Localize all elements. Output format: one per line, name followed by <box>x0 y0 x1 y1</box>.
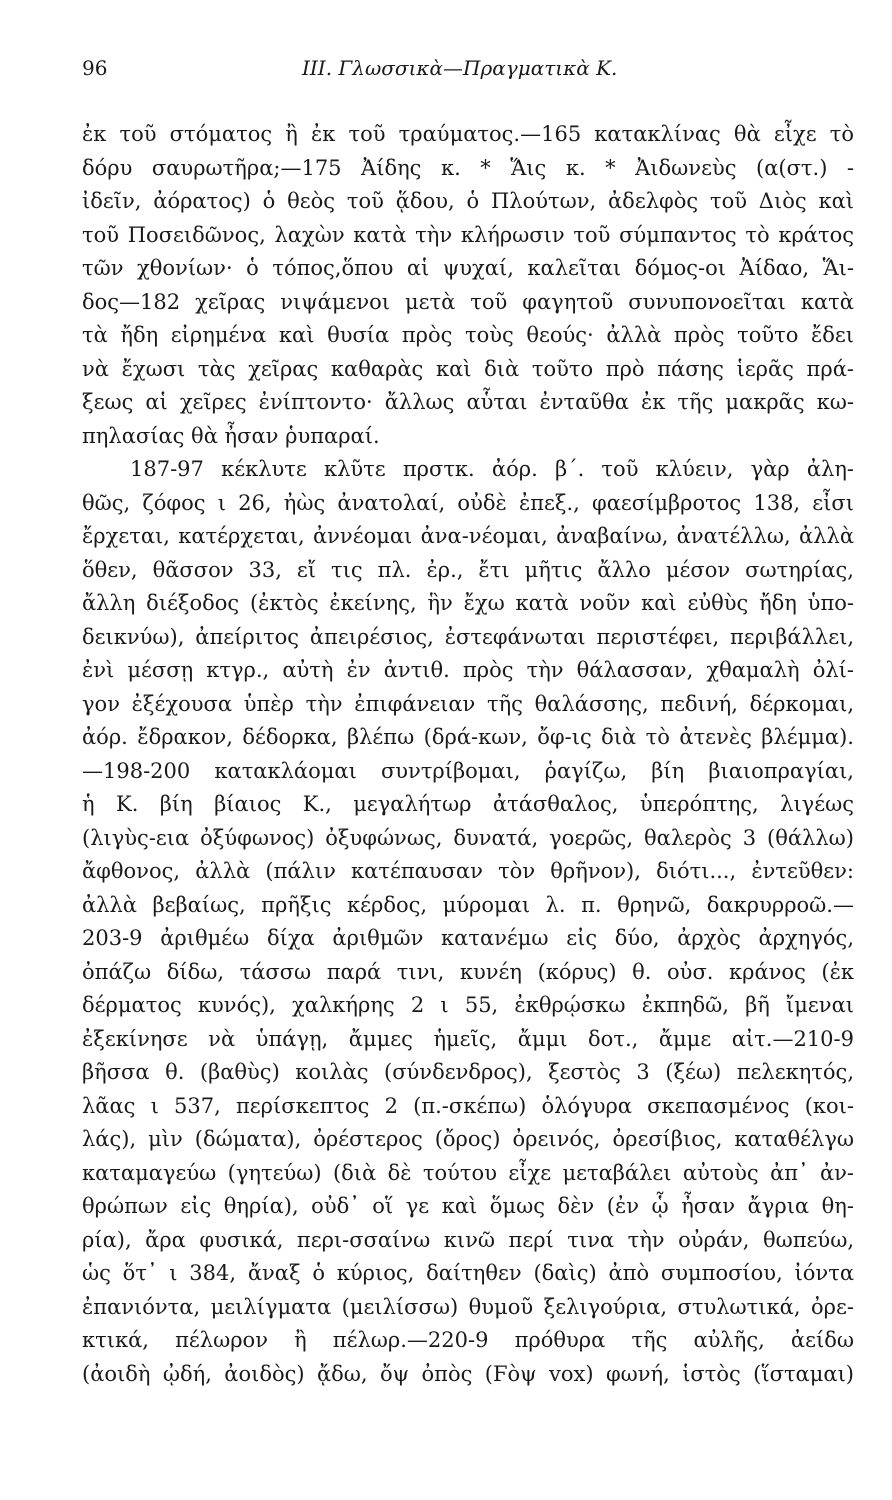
text-line: (ἀοιδὴ ᾠδή, ἀοιδὸς) ᾄδω, ὄψ ὀπὸς (Ϝὸψ vox) φωνή, ἱστὸς (ἵσταμαι) <box>82 1361 854 1386</box>
text-line: ἐνὶ μέσσῃ κτγρ., αὐτὴ ἐν ἀντιθ. πρὸς τὴν θάλασσαν, χθαμαλὴ ὀλί- <box>82 658 854 682</box>
text-line: κτικά, πέλωρον ἢ πέλωρ.—220-9 πρόθυρα τῆς αὐλῆς, ἀείδω <box>82 1328 854 1352</box>
text-line: (λιγὺς-εια ὀξύφωνος) ὀξυφώνως, δυνατά, γοερῶς, θαλερὸς 3 (θάλλω) <box>82 825 854 850</box>
page-header <box>82 56 822 90</box>
text-line: καταμαγεύω (γητεύω) (διὰ δὲ τούτου εἶχε μεταβάλει αὐτοὺς ἀπ᾽ ἀν- <box>82 1160 854 1185</box>
text-line: ἀλλὰ βεβαίως, πρῆξις κέρδος, μύρομαι λ. π. θρηνῶ, δακρυρροῶ.— <box>82 892 854 917</box>
text-line: δέρματος κυνός), χαλκήρης 2 ι 55, ἐκθρῴσκω ἐκπηδῶ, βῆ ἴμεναι <box>82 993 854 1017</box>
text-line: θῶς, ζόφος ι 26, ἠὼς ἀνατολαί, οὐδὲ ἐπεξ., φαεσίμβροτος 138, εἶσι <box>82 490 854 515</box>
text-line: τοῦ Ποσειδῶνος, λαχὼν κατὰ τὴν κλήρωσιν τοῦ σύμπαντος τὸ κράτος <box>82 222 854 247</box>
text-line: ὅθεν, θᾶσσον 33, εἴ τις πλ. ἐρ., ἔτι μῆτις ἄλλο μέσον σωτηρίας, <box>82 557 854 582</box>
text-line: 187-97 κέκλυτε κλῦτε πρστκ. ἀόρ. β΄. τοῦ κλύειν, γὰρ ἀλη- <box>130 457 854 481</box>
text-line: ἄλλη διέξοδος (ἐκτὸς ἐκείνης, ἣν ἔχω κατὰ νοῦν καὶ εὐθὺς ἤδη ὑπο- <box>82 591 854 615</box>
running-head: III. Γλωσσικὰ—Πραγματικὰ Κ. <box>302 56 618 80</box>
text-line: ἔρχεται, κατέρχεται, ἀννέομαι ἀνα-νέομαι, ἀναβαίνω, ἀνατέλλω, ἀλλὰ <box>82 524 854 548</box>
text-line: δεικνύω), ἀπείριτος ἀπειρέσιος, ἐστεφάνωται περιστέφει, περιβάλλει, <box>82 624 854 649</box>
text-line: ξεως αἱ χεῖρες ἐνίπτοντο· ἄλλως αὗται ἐνταῦθα ἐκ τῆς μακρᾶς κω- <box>82 390 854 414</box>
text-line: —198-200 κατακλάομαι συντρίβομαι, ῥαγίζω, βίη βιαιοπραγίαι, <box>82 758 854 783</box>
text-line: ἄφθονος, ἀλλὰ (πάλιν κατέπαυσαν τὸν θρῆνον), διότι..., ἐντεῦθεν: <box>82 859 854 883</box>
text-line: ρία), ἄρα φυσικά, περι-σσαίνω κινῶ περί τινα τὴν οὐράν, θωπεύω, <box>82 1227 854 1252</box>
text-line: νὰ ἔχωσι τὰς χεῖρας καθαρὰς καὶ διὰ τοῦτο πρὸ πάσης ἱερᾶς πρά- <box>82 356 854 381</box>
text-line: ἐξεκίνησε νὰ ὑπάγῃ, ἄμμες ἡμεῖς, ἄμμι δοτ., ἄμμε αἰτ.—210-9 <box>82 1026 854 1051</box>
text-line: ἐκ τοῦ στόματος ἢ ἐκ τοῦ τραύματος.—165 κατακλίνας θὰ εἶχε τὸ <box>82 122 854 146</box>
text-line: ἐπανιόντα, μειλίγματα (μειλίσσω) θυμοῦ ξελιγούρια, στυλωτικά, ὀρε- <box>82 1294 854 1319</box>
text-line: δόρυ σαυρωτῆρα;—175 Ἀίδης κ. * Ἅις κ. * Ἀιδωνεὺς (α(στ.) - <box>82 155 854 180</box>
text-line: 203-9 ἀριθμέω δίχα ἀριθμῶν κατανέμω εἰς δύο, ἀρχὸς ἀρχηγός, <box>82 926 854 950</box>
text-line: ἀόρ. ἔδρακον, δέδορκα, βλέπω (δρά-κων, ὄφ-ις διὰ τὸ ἀτενὲς βλέμμα). <box>82 725 854 749</box>
text-line: θρώπων εἰς θηρία), οὐδ᾽ οἵ γε καὶ ὅμως δὲν (ἐν ᾧ ἦσαν ἄγρια θη- <box>82 1194 854 1218</box>
page-number: 96 <box>82 56 108 80</box>
text-line: πηλασίας θὰ ἦσαν ῥυπαραί. <box>82 423 380 448</box>
text-line: βῆσσα θ. (βαθὺς) κοιλὰς (σύνδενδρος), ξεστὸς 3 (ξέω) πελεκητός, <box>82 1060 854 1084</box>
text-line: δος—182 χεῖρας νιψάμενοι μετὰ τοῦ φαγητοῦ συνυπονοεῖται κατὰ <box>82 289 854 314</box>
text-line: ὀπάζω δίδω, τάσσω παρά τινι, κυνέη (κόρυς) θ. οὐσ. κράνος (ἐκ <box>82 959 854 984</box>
text-line: τὰ ἤδη εἰρημένα καὶ θυσία πρὸς τοὺς θεούς· ἀλλὰ πρὸς τοῦτο ἔδει <box>82 323 854 347</box>
text-line: λάς), μὶν (δώματα), ὀρέστερος (ὄρος) ὀρεινός, ὀρεσίβιος, καταθέλγω <box>82 1127 854 1151</box>
text-line: τῶν χθονίων· ὁ τόπος,ὅπου αἱ ψυχαί, καλεῖται δόμος-οι Ἀίδαο, Ἅι- <box>82 256 854 280</box>
text-line: ἰδεῖν, ἀόρατος) ὁ θεὸς τοῦ ᾅδου, ὁ Πλούτων, ἀδελφὸς τοῦ Διὸς καὶ <box>82 189 854 213</box>
text-line: ὡς ὅτ᾽ ι 384, ἄναξ ὁ κύριος, δαίτηθεν (δαὶς) ἀπὸ συμποσίου, ἰόντα <box>82 1261 854 1285</box>
text-line: γον ἐξέχουσα ὑπὲρ τὴν ἐπιφάνειαν τῆς θαλάσσης, πεδινή, δέρκομαι, <box>82 691 854 716</box>
commentary-text <box>82 118 854 1391</box>
text-line: ἡ Κ. βίη βίαιος Κ., μεγαλήτωρ ἀτάσθαλος, ὑπερόπτης, λιγέως <box>82 792 854 816</box>
text-line: λᾶας ι 537, περίσκεπτος 2 (π.-σκέπω) ὁλόγυρα σκεπασμένος (κοι- <box>82 1093 854 1118</box>
